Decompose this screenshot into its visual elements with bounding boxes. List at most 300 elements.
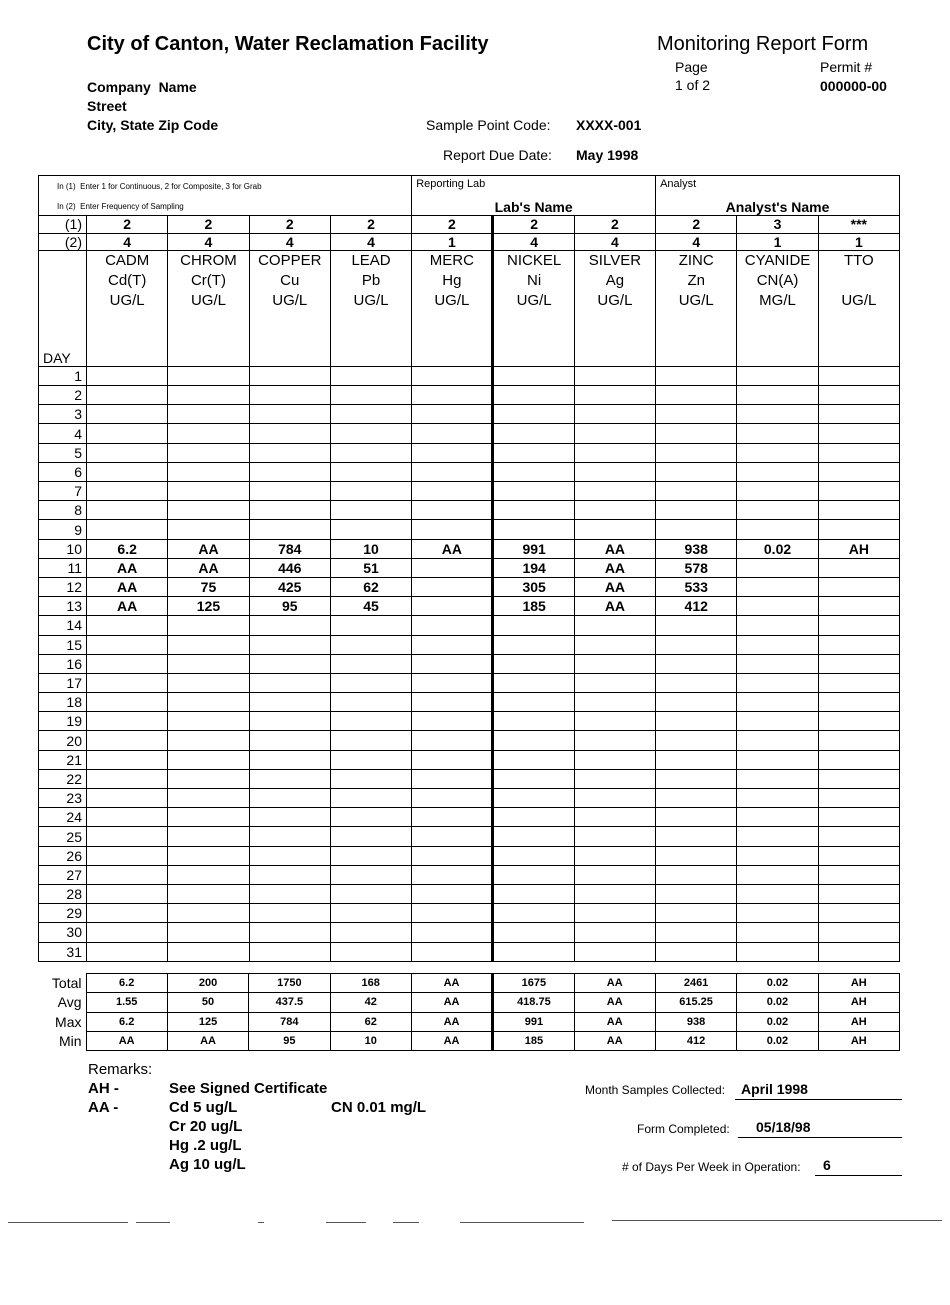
day-value-cell[interactable] bbox=[656, 904, 737, 923]
summary-value-cell[interactable]: 1750 bbox=[249, 974, 330, 993]
day-value-cell[interactable] bbox=[168, 731, 249, 750]
frequency-cell-6[interactable]: 4 bbox=[493, 233, 574, 250]
day-value-cell[interactable] bbox=[168, 942, 249, 961]
day-value-cell[interactable] bbox=[412, 654, 493, 673]
day-value-cell[interactable]: 62 bbox=[330, 577, 411, 596]
day-value-cell[interactable] bbox=[574, 501, 655, 520]
day-value-cell[interactable] bbox=[818, 558, 899, 577]
day-value-cell[interactable] bbox=[87, 443, 168, 462]
day-value-cell[interactable] bbox=[249, 501, 330, 520]
day-value-cell[interactable] bbox=[818, 482, 899, 501]
day-value-cell[interactable] bbox=[249, 827, 330, 846]
day-value-cell[interactable] bbox=[330, 865, 411, 884]
day-value-cell[interactable] bbox=[330, 405, 411, 424]
day-value-cell[interactable] bbox=[249, 616, 330, 635]
day-value-cell[interactable] bbox=[330, 750, 411, 769]
day-value-cell[interactable] bbox=[330, 386, 411, 405]
day-value-cell[interactable] bbox=[249, 520, 330, 539]
summary-value-cell[interactable]: 50 bbox=[167, 993, 248, 1012]
day-value-cell[interactable] bbox=[87, 635, 168, 654]
day-value-cell[interactable] bbox=[656, 712, 737, 731]
day-value-cell[interactable] bbox=[818, 462, 899, 481]
day-value-cell[interactable] bbox=[493, 482, 574, 501]
day-value-cell[interactable] bbox=[574, 693, 655, 712]
day-value-cell[interactable]: 194 bbox=[493, 558, 574, 577]
day-value-cell[interactable]: 185 bbox=[493, 597, 574, 616]
day-value-cell[interactable] bbox=[818, 769, 899, 788]
day-value-cell[interactable]: 425 bbox=[249, 577, 330, 596]
day-value-cell[interactable]: 6.2 bbox=[87, 539, 168, 558]
day-value-cell[interactable] bbox=[168, 846, 249, 865]
day-value-cell[interactable] bbox=[87, 750, 168, 769]
day-value-cell[interactable] bbox=[737, 846, 818, 865]
type-cell-7[interactable]: 2 bbox=[574, 216, 655, 233]
form-completed-field[interactable] bbox=[738, 1119, 902, 1138]
day-value-cell[interactable] bbox=[818, 520, 899, 539]
day-value-cell[interactable] bbox=[330, 731, 411, 750]
day-value-cell[interactable] bbox=[493, 904, 574, 923]
day-value-cell[interactable] bbox=[656, 827, 737, 846]
summary-value-cell[interactable]: AA bbox=[411, 1031, 492, 1050]
day-value-cell[interactable] bbox=[818, 386, 899, 405]
frequency-cell-8[interactable]: 4 bbox=[656, 233, 737, 250]
summary-value-cell[interactable]: 125 bbox=[167, 1012, 248, 1031]
day-value-cell[interactable] bbox=[656, 693, 737, 712]
day-value-cell[interactable] bbox=[249, 769, 330, 788]
type-cell-9[interactable]: 3 bbox=[737, 216, 818, 233]
day-value-cell[interactable] bbox=[168, 884, 249, 903]
day-value-cell[interactable] bbox=[87, 827, 168, 846]
day-value-cell[interactable] bbox=[574, 789, 655, 808]
day-value-cell[interactable] bbox=[818, 501, 899, 520]
day-value-cell[interactable] bbox=[249, 942, 330, 961]
day-value-cell[interactable] bbox=[737, 654, 818, 673]
summary-value-cell[interactable]: 0.02 bbox=[737, 974, 818, 993]
day-value-cell[interactable] bbox=[168, 827, 249, 846]
day-value-cell[interactable] bbox=[412, 577, 493, 596]
day-value-cell[interactable] bbox=[737, 405, 818, 424]
day-value-cell[interactable] bbox=[168, 616, 249, 635]
day-value-cell[interactable] bbox=[412, 712, 493, 731]
day-value-cell[interactable] bbox=[87, 731, 168, 750]
day-value-cell[interactable] bbox=[737, 865, 818, 884]
day-value-cell[interactable]: AA bbox=[574, 539, 655, 558]
day-value-cell[interactable] bbox=[656, 789, 737, 808]
day-value-cell[interactable] bbox=[818, 942, 899, 961]
summary-value-cell[interactable]: 0.02 bbox=[737, 1012, 818, 1031]
day-value-cell[interactable] bbox=[87, 693, 168, 712]
summary-value-cell[interactable]: AA bbox=[411, 974, 492, 993]
day-value-cell[interactable] bbox=[818, 750, 899, 769]
summary-value-cell[interactable]: AA bbox=[574, 974, 655, 993]
day-value-cell[interactable] bbox=[574, 750, 655, 769]
summary-value-cell[interactable]: 0.02 bbox=[737, 1031, 818, 1050]
day-value-cell[interactable] bbox=[656, 405, 737, 424]
day-value-cell[interactable] bbox=[87, 616, 168, 635]
day-value-cell[interactable] bbox=[87, 769, 168, 788]
day-value-cell[interactable] bbox=[249, 386, 330, 405]
day-value-cell[interactable] bbox=[574, 712, 655, 731]
day-value-cell[interactable] bbox=[87, 808, 168, 827]
day-value-cell[interactable] bbox=[656, 386, 737, 405]
day-value-cell[interactable] bbox=[330, 827, 411, 846]
day-value-cell[interactable] bbox=[87, 424, 168, 443]
day-value-cell[interactable]: 305 bbox=[493, 577, 574, 596]
day-value-cell[interactable] bbox=[656, 654, 737, 673]
day-value-cell[interactable] bbox=[737, 597, 818, 616]
day-value-cell[interactable] bbox=[412, 942, 493, 961]
summary-value-cell[interactable]: AA bbox=[574, 993, 655, 1012]
day-value-cell[interactable] bbox=[818, 616, 899, 635]
day-value-cell[interactable]: 991 bbox=[493, 539, 574, 558]
day-value-cell[interactable] bbox=[87, 366, 168, 385]
day-value-cell[interactable]: AH bbox=[818, 539, 899, 558]
day-value-cell[interactable] bbox=[656, 424, 737, 443]
summary-value-cell[interactable]: AA bbox=[411, 993, 492, 1012]
day-value-cell[interactable] bbox=[737, 577, 818, 596]
day-value-cell[interactable] bbox=[493, 673, 574, 692]
type-cell-5[interactable]: 2 bbox=[412, 216, 493, 233]
day-value-cell[interactable] bbox=[330, 693, 411, 712]
summary-value-cell[interactable]: AH bbox=[818, 974, 899, 993]
day-value-cell[interactable] bbox=[656, 769, 737, 788]
day-value-cell[interactable] bbox=[493, 635, 574, 654]
day-value-cell[interactable] bbox=[493, 654, 574, 673]
day-value-cell[interactable] bbox=[574, 462, 655, 481]
day-value-cell[interactable] bbox=[818, 577, 899, 596]
day-value-cell[interactable] bbox=[574, 424, 655, 443]
day-value-cell[interactable] bbox=[737, 520, 818, 539]
day-value-cell[interactable] bbox=[412, 827, 493, 846]
day-value-cell[interactable] bbox=[656, 443, 737, 462]
day-value-cell[interactable] bbox=[737, 789, 818, 808]
day-value-cell[interactable] bbox=[412, 769, 493, 788]
day-value-cell[interactable] bbox=[737, 635, 818, 654]
frequency-cell-10[interactable]: 1 bbox=[818, 233, 899, 250]
day-value-cell[interactable] bbox=[87, 482, 168, 501]
frequency-cell-5[interactable]: 1 bbox=[412, 233, 493, 250]
day-value-cell[interactable] bbox=[818, 789, 899, 808]
day-value-cell[interactable] bbox=[330, 654, 411, 673]
day-value-cell[interactable]: AA bbox=[168, 558, 249, 577]
summary-value-cell[interactable]: 6.2 bbox=[86, 974, 167, 993]
day-value-cell[interactable] bbox=[168, 673, 249, 692]
day-value-cell[interactable] bbox=[87, 462, 168, 481]
day-value-cell[interactable] bbox=[330, 635, 411, 654]
day-value-cell[interactable] bbox=[737, 366, 818, 385]
day-value-cell[interactable] bbox=[656, 616, 737, 635]
summary-value-cell[interactable]: 2461 bbox=[655, 974, 736, 993]
day-value-cell[interactable] bbox=[412, 443, 493, 462]
day-value-cell[interactable] bbox=[87, 712, 168, 731]
day-value-cell[interactable] bbox=[249, 808, 330, 827]
day-value-cell[interactable] bbox=[168, 769, 249, 788]
day-value-cell[interactable] bbox=[249, 635, 330, 654]
day-value-cell[interactable]: 533 bbox=[656, 577, 737, 596]
day-value-cell[interactable] bbox=[412, 424, 493, 443]
day-value-cell[interactable]: AA bbox=[412, 539, 493, 558]
day-value-cell[interactable] bbox=[737, 808, 818, 827]
day-value-cell[interactable] bbox=[249, 750, 330, 769]
day-value-cell[interactable]: AA bbox=[574, 597, 655, 616]
summary-value-cell[interactable]: 10 bbox=[330, 1031, 411, 1050]
day-value-cell[interactable] bbox=[493, 386, 574, 405]
day-value-cell[interactable] bbox=[656, 846, 737, 865]
day-value-cell[interactable] bbox=[412, 904, 493, 923]
day-value-cell[interactable] bbox=[737, 386, 818, 405]
frequency-cell-9[interactable]: 1 bbox=[737, 233, 818, 250]
day-value-cell[interactable] bbox=[656, 482, 737, 501]
frequency-cell-1[interactable]: 4 bbox=[87, 233, 168, 250]
day-value-cell[interactable] bbox=[412, 846, 493, 865]
day-value-cell[interactable] bbox=[656, 865, 737, 884]
day-value-cell[interactable] bbox=[330, 769, 411, 788]
day-value-cell[interactable] bbox=[249, 405, 330, 424]
day-value-cell[interactable] bbox=[330, 884, 411, 903]
day-value-cell[interactable]: 784 bbox=[249, 539, 330, 558]
day-value-cell[interactable] bbox=[168, 750, 249, 769]
day-value-cell[interactable] bbox=[818, 827, 899, 846]
day-value-cell[interactable] bbox=[249, 865, 330, 884]
day-value-cell[interactable] bbox=[87, 520, 168, 539]
day-value-cell[interactable] bbox=[493, 501, 574, 520]
day-value-cell[interactable] bbox=[493, 865, 574, 884]
day-value-cell[interactable] bbox=[737, 750, 818, 769]
summary-value-cell[interactable]: AH bbox=[818, 993, 899, 1012]
day-value-cell[interactable] bbox=[574, 769, 655, 788]
day-value-cell[interactable] bbox=[818, 712, 899, 731]
summary-value-cell[interactable]: 185 bbox=[493, 1031, 574, 1050]
day-value-cell[interactable] bbox=[574, 405, 655, 424]
summary-value-cell[interactable]: 437.5 bbox=[249, 993, 330, 1012]
day-value-cell[interactable] bbox=[574, 827, 655, 846]
summary-value-cell[interactable]: 1675 bbox=[493, 974, 574, 993]
day-value-cell[interactable] bbox=[656, 884, 737, 903]
day-value-cell[interactable] bbox=[493, 712, 574, 731]
day-value-cell[interactable] bbox=[249, 712, 330, 731]
day-value-cell[interactable] bbox=[168, 865, 249, 884]
day-value-cell[interactable] bbox=[412, 520, 493, 539]
type-cell-8[interactable]: 2 bbox=[656, 216, 737, 233]
day-value-cell[interactable] bbox=[87, 865, 168, 884]
day-value-cell[interactable]: 578 bbox=[656, 558, 737, 577]
day-value-cell[interactable]: AA bbox=[87, 558, 168, 577]
day-value-cell[interactable] bbox=[737, 712, 818, 731]
day-value-cell[interactable] bbox=[574, 635, 655, 654]
day-value-cell[interactable] bbox=[87, 789, 168, 808]
day-value-cell[interactable] bbox=[412, 884, 493, 903]
day-value-cell[interactable] bbox=[574, 616, 655, 635]
day-value-cell[interactable] bbox=[249, 923, 330, 942]
day-value-cell[interactable] bbox=[818, 731, 899, 750]
day-value-cell[interactable] bbox=[493, 366, 574, 385]
day-value-cell[interactable] bbox=[412, 750, 493, 769]
day-value-cell[interactable] bbox=[412, 597, 493, 616]
day-value-cell[interactable] bbox=[574, 942, 655, 961]
day-value-cell[interactable] bbox=[818, 597, 899, 616]
day-value-cell[interactable] bbox=[168, 366, 249, 385]
summary-value-cell[interactable]: 168 bbox=[330, 974, 411, 993]
day-value-cell[interactable]: AA bbox=[168, 539, 249, 558]
day-value-cell[interactable] bbox=[87, 405, 168, 424]
day-value-cell[interactable] bbox=[493, 750, 574, 769]
day-value-cell[interactable] bbox=[737, 731, 818, 750]
day-value-cell[interactable] bbox=[574, 846, 655, 865]
day-value-cell[interactable] bbox=[656, 808, 737, 827]
summary-value-cell[interactable]: AA bbox=[167, 1031, 248, 1050]
day-value-cell[interactable] bbox=[168, 386, 249, 405]
day-value-cell[interactable] bbox=[412, 386, 493, 405]
day-value-cell[interactable]: AA bbox=[87, 577, 168, 596]
day-value-cell[interactable] bbox=[818, 865, 899, 884]
day-value-cell[interactable] bbox=[737, 673, 818, 692]
day-value-cell[interactable] bbox=[168, 712, 249, 731]
day-value-cell[interactable] bbox=[574, 808, 655, 827]
type-cell-2[interactable]: 2 bbox=[168, 216, 249, 233]
day-value-cell[interactable] bbox=[87, 923, 168, 942]
day-value-cell[interactable] bbox=[574, 904, 655, 923]
day-value-cell[interactable] bbox=[168, 482, 249, 501]
day-value-cell[interactable] bbox=[412, 616, 493, 635]
day-value-cell[interactable]: AA bbox=[87, 597, 168, 616]
day-value-cell[interactable] bbox=[493, 693, 574, 712]
day-value-cell[interactable] bbox=[656, 366, 737, 385]
day-value-cell[interactable] bbox=[87, 884, 168, 903]
day-value-cell[interactable] bbox=[737, 827, 818, 846]
day-value-cell[interactable] bbox=[412, 501, 493, 520]
summary-value-cell[interactable]: AA bbox=[86, 1031, 167, 1050]
day-value-cell[interactable] bbox=[818, 405, 899, 424]
day-value-cell[interactable] bbox=[249, 424, 330, 443]
summary-value-cell[interactable]: 784 bbox=[249, 1012, 330, 1031]
day-value-cell[interactable] bbox=[412, 731, 493, 750]
day-value-cell[interactable] bbox=[656, 462, 737, 481]
day-value-cell[interactable] bbox=[249, 654, 330, 673]
day-value-cell[interactable] bbox=[656, 942, 737, 961]
day-value-cell[interactable] bbox=[87, 673, 168, 692]
day-value-cell[interactable]: 125 bbox=[168, 597, 249, 616]
day-value-cell[interactable] bbox=[737, 424, 818, 443]
day-value-cell[interactable]: 10 bbox=[330, 539, 411, 558]
day-value-cell[interactable] bbox=[168, 808, 249, 827]
day-value-cell[interactable] bbox=[87, 846, 168, 865]
day-value-cell[interactable] bbox=[737, 693, 818, 712]
day-value-cell[interactable] bbox=[574, 386, 655, 405]
day-value-cell[interactable] bbox=[818, 846, 899, 865]
day-value-cell[interactable] bbox=[168, 405, 249, 424]
summary-value-cell[interactable]: 938 bbox=[655, 1012, 736, 1031]
day-value-cell[interactable] bbox=[168, 443, 249, 462]
day-value-cell[interactable] bbox=[656, 501, 737, 520]
day-value-cell[interactable] bbox=[168, 923, 249, 942]
day-value-cell[interactable] bbox=[412, 405, 493, 424]
day-value-cell[interactable] bbox=[168, 904, 249, 923]
days-per-week-field[interactable] bbox=[815, 1157, 902, 1176]
day-value-cell[interactable] bbox=[412, 693, 493, 712]
day-value-cell[interactable]: 0.02 bbox=[737, 539, 818, 558]
day-value-cell[interactable]: 45 bbox=[330, 597, 411, 616]
day-value-cell[interactable] bbox=[574, 673, 655, 692]
summary-value-cell[interactable]: 615.25 bbox=[655, 993, 736, 1012]
day-value-cell[interactable]: 938 bbox=[656, 539, 737, 558]
day-value-cell[interactable] bbox=[412, 865, 493, 884]
day-value-cell[interactable] bbox=[493, 769, 574, 788]
day-value-cell[interactable] bbox=[412, 808, 493, 827]
day-value-cell[interactable] bbox=[249, 884, 330, 903]
day-value-cell[interactable] bbox=[249, 904, 330, 923]
summary-value-cell[interactable]: AH bbox=[818, 1031, 899, 1050]
day-value-cell[interactable] bbox=[249, 673, 330, 692]
day-value-cell[interactable] bbox=[656, 520, 737, 539]
day-value-cell[interactable] bbox=[574, 520, 655, 539]
type-cell-10[interactable]: *** bbox=[818, 216, 899, 233]
day-value-cell[interactable] bbox=[493, 443, 574, 462]
day-value-cell[interactable] bbox=[818, 693, 899, 712]
day-value-cell[interactable] bbox=[330, 424, 411, 443]
day-value-cell[interactable] bbox=[493, 923, 574, 942]
day-value-cell[interactable]: 51 bbox=[330, 558, 411, 577]
day-value-cell[interactable]: AA bbox=[574, 577, 655, 596]
day-value-cell[interactable] bbox=[330, 846, 411, 865]
type-cell-3[interactable]: 2 bbox=[249, 216, 330, 233]
day-value-cell[interactable] bbox=[493, 884, 574, 903]
day-value-cell[interactable] bbox=[168, 635, 249, 654]
day-value-cell[interactable] bbox=[818, 635, 899, 654]
day-value-cell[interactable] bbox=[574, 884, 655, 903]
day-value-cell[interactable] bbox=[493, 942, 574, 961]
day-value-cell[interactable] bbox=[818, 424, 899, 443]
day-value-cell[interactable] bbox=[493, 789, 574, 808]
summary-value-cell[interactable]: 95 bbox=[249, 1031, 330, 1050]
day-value-cell[interactable] bbox=[330, 808, 411, 827]
day-value-cell[interactable] bbox=[168, 462, 249, 481]
day-value-cell[interactable] bbox=[249, 693, 330, 712]
summary-value-cell[interactable]: AA bbox=[574, 1031, 655, 1050]
day-value-cell[interactable] bbox=[818, 366, 899, 385]
day-value-cell[interactable] bbox=[493, 616, 574, 635]
day-value-cell[interactable] bbox=[493, 462, 574, 481]
day-value-cell[interactable] bbox=[656, 750, 737, 769]
day-value-cell[interactable] bbox=[168, 654, 249, 673]
day-value-cell[interactable] bbox=[330, 789, 411, 808]
day-value-cell[interactable] bbox=[818, 904, 899, 923]
day-value-cell[interactable] bbox=[737, 501, 818, 520]
day-value-cell[interactable] bbox=[737, 884, 818, 903]
day-value-cell[interactable] bbox=[330, 712, 411, 731]
day-value-cell[interactable] bbox=[493, 424, 574, 443]
day-value-cell[interactable] bbox=[249, 789, 330, 808]
day-value-cell[interactable] bbox=[574, 865, 655, 884]
type-cell-4[interactable]: 2 bbox=[330, 216, 411, 233]
summary-value-cell[interactable]: 0.02 bbox=[737, 993, 818, 1012]
day-value-cell[interactable] bbox=[330, 501, 411, 520]
day-value-cell[interactable] bbox=[818, 808, 899, 827]
type-cell-1[interactable]: 2 bbox=[87, 216, 168, 233]
day-value-cell[interactable] bbox=[493, 846, 574, 865]
day-value-cell[interactable] bbox=[249, 462, 330, 481]
summary-value-cell[interactable]: 62 bbox=[330, 1012, 411, 1031]
day-value-cell[interactable] bbox=[168, 693, 249, 712]
day-value-cell[interactable] bbox=[574, 482, 655, 501]
day-value-cell[interactable] bbox=[330, 942, 411, 961]
day-value-cell[interactable]: AA bbox=[574, 558, 655, 577]
day-value-cell[interactable] bbox=[737, 769, 818, 788]
day-value-cell[interactable] bbox=[493, 827, 574, 846]
day-value-cell[interactable] bbox=[574, 923, 655, 942]
day-value-cell[interactable] bbox=[412, 558, 493, 577]
summary-value-cell[interactable]: 991 bbox=[493, 1012, 574, 1031]
day-value-cell[interactable] bbox=[737, 482, 818, 501]
